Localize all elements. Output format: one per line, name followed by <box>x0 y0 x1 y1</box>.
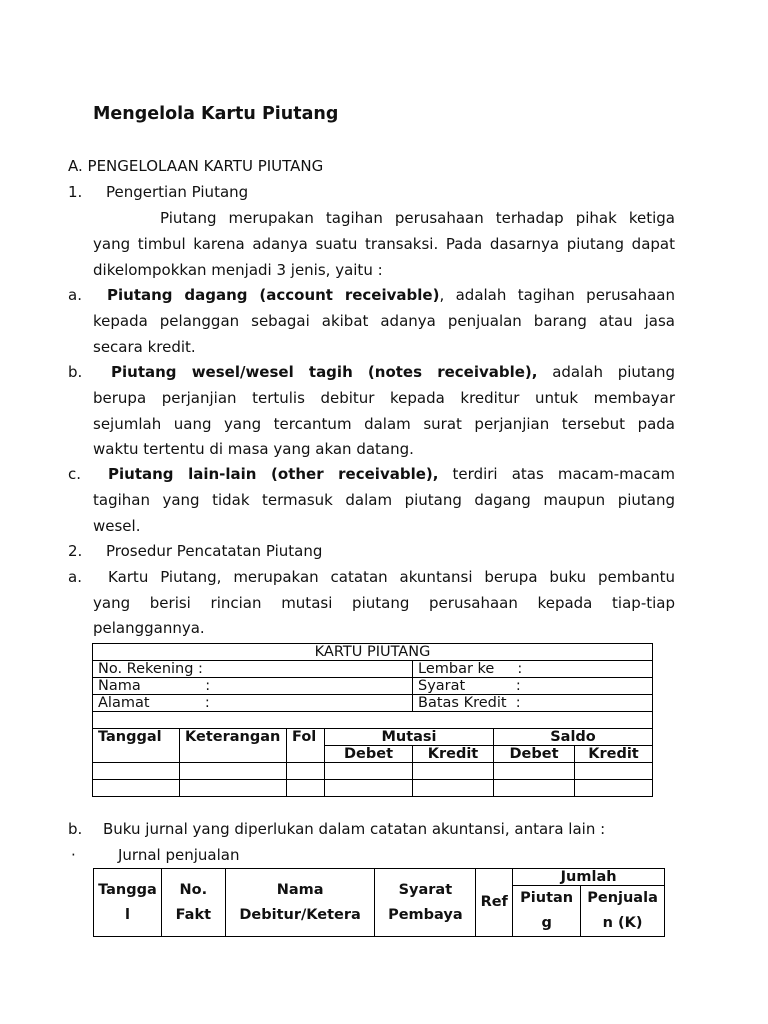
bullet-jurnal-penjualan: Jurnal penjualan <box>118 846 240 864</box>
header-mutasi: Mutasi <box>325 729 494 746</box>
intro-line-1: Piutang merupakan tagihan perusahaan terhadap pihak ketiga <box>160 209 675 227</box>
section-a-heading: A. PENGELOLAAN KARTU PIUTANG <box>68 157 324 175</box>
item-b-rest: adalah piutang <box>537 363 675 381</box>
page-title: Mengelola Kartu Piutang <box>93 104 339 124</box>
jurnal-header-penjualan: Penjualan (K) <box>581 886 665 937</box>
header-mutasi-debet: Debet <box>325 746 413 763</box>
blank-row <box>93 712 653 729</box>
kartu-title: KARTU PIUTANG <box>93 644 653 661</box>
item-b-line-4: waktu tertentu di masa yang akan datang. <box>93 440 414 458</box>
item-c-first-line <box>108 465 675 483</box>
field-syarat: Syarat : <box>413 678 653 695</box>
item-b-line-3: sejumlah uang yang tercantum dalam surat perjanjian tersebut pada <box>93 415 675 433</box>
item-a-line-2: kepada pelanggan sebagai akibat adanya penjualan barang atau jasa <box>93 312 675 330</box>
intro-line-2: yang timbul karena adanya suatu transaksi. Pada dasarnya piutang dapat <box>93 235 675 253</box>
item-b-marker: b. <box>68 363 83 381</box>
jurnal-header-piutang: Piutang <box>513 886 581 937</box>
item-b-term: Piutang wesel/wesel tagih (notes receivable), <box>111 363 538 381</box>
table-row <box>93 763 653 780</box>
table-row <box>93 780 653 797</box>
header-saldo: Saldo <box>494 729 653 746</box>
intro-line-3: dikelompokkan menjadi 3 jenis, yaitu : <box>93 261 383 279</box>
header-saldo-debet: Debet <box>494 746 575 763</box>
item-c-line-3: wesel. <box>93 517 141 535</box>
item-c-rest: terdiri atas macam-macam <box>438 465 675 483</box>
item-2a-marker: a. <box>68 568 82 586</box>
section-1-number: 1. <box>68 183 83 201</box>
item-b-line-2: berupa perjanjian tertulis debitur kepada kreditur untuk membayar <box>93 389 675 407</box>
item-2b-marker: b. <box>68 820 83 838</box>
jurnal-header-no-fakt: No. Fakt <box>161 869 225 937</box>
item-c-marker: c. <box>68 465 82 483</box>
header-fol: Fol <box>287 729 325 763</box>
item-a-line-3: secara kredit. <box>93 338 196 356</box>
section-2-number: 2. <box>68 542 83 560</box>
field-nama: Nama : <box>93 678 413 695</box>
header-mutasi-kredit: Kredit <box>413 746 494 763</box>
item-c-line-2: tagihan yang tidak termasuk dalam piutang dagang maupun piutang <box>93 491 675 509</box>
header-saldo-kredit: Kredit <box>575 746 653 763</box>
item-2b-text: Buku jurnal yang diperlukan dalam catatan akuntansi, antara lain : <box>103 820 606 838</box>
header-tanggal: Tanggal <box>93 729 180 763</box>
field-batas-kredit: Batas Kredit : <box>413 695 653 712</box>
jurnal-header-syarat: Syarat Pembaya <box>375 869 476 937</box>
jurnal-header-ref: Ref <box>476 869 513 937</box>
field-lembar-ke: Lembar ke : <box>413 661 653 678</box>
jurnal-header-jumlah: Jumlah <box>513 869 665 886</box>
jurnal-penjualan-table <box>93 868 665 937</box>
item-b-first-line <box>111 363 675 381</box>
item-a-rest: , adalah tagihan perusahaan <box>439 286 675 304</box>
item-2a-line-2: yang berisi rincian mutasi piutang perusahaan kepada tiap-tiap <box>93 594 675 612</box>
item-2a-first-line: Kartu Piutang, merupakan catatan akuntansi berupa buku pembantu <box>108 568 675 586</box>
jurnal-header-nama: Nama Debitur/Ketera <box>225 869 375 937</box>
bullet-marker: · <box>71 846 76 864</box>
header-keterangan: Keterangan <box>180 729 287 763</box>
kartu-piutang-table <box>92 643 653 797</box>
item-c-term: Piutang lain-lain (other receivable), <box>108 465 439 483</box>
section-1-heading: Pengertian Piutang <box>106 183 249 201</box>
item-a-first-line <box>107 286 675 304</box>
section-2-heading: Prosedur Pencatatan Piutang <box>106 542 323 560</box>
field-no-rekening: No. Rekening : <box>93 661 413 678</box>
field-alamat: Alamat : <box>93 695 413 712</box>
item-2a-line-3: pelanggannya. <box>93 619 205 637</box>
jurnal-header-tanggal: Tanggal <box>94 869 162 937</box>
item-a-marker: a. <box>68 286 82 304</box>
item-a-term: Piutang dagang (account receivable) <box>107 286 440 304</box>
